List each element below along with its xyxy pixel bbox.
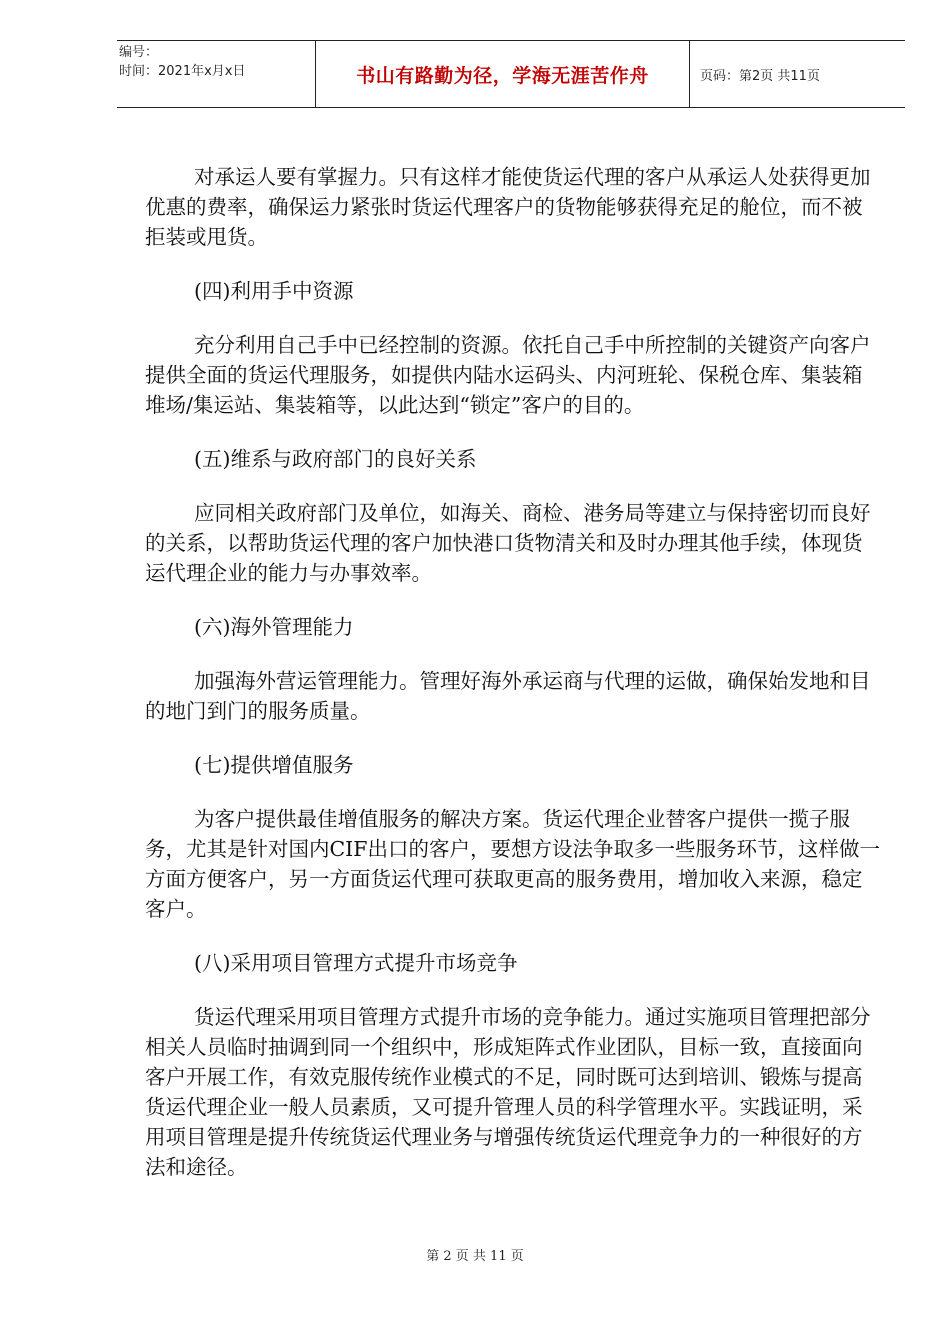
section-heading-5: (五)维系与政府部门的良好关系: [194, 447, 477, 471]
section-heading-7: (七)提供增值服务: [194, 753, 354, 777]
paragraph-3: 应同相关政府部门及单位，如海关、商检、港务局等建立与保持密切而良好的关系，以帮助货运代理的客户加快港口货物清关和及时办理其他手续，体现货运代理企业的能力与办事效率。: [145, 501, 871, 585]
time-label: 时间：2021年x月x日: [119, 64, 246, 79]
document-body: [145, 162, 880, 1182]
section-heading-8: (八)采用项目管理方式提升市场竞争: [194, 951, 518, 975]
paragraph-5: 为客户提供最佳增值服务的解决方案。货运代理企业替客户提供一揽子服务，尤其是针对国内CIF出口的客户，要想方设法争取多一些服务环节，这样做一方面方便客户，另一方面货运代理可获取更高的服务费用，增加收入来源，稳定客户。: [145, 807, 881, 921]
number-label: 编号：: [119, 45, 159, 60]
paragraph-4: 加强海外营运管理能力。管理好海外承运商与代理的运做，确保始发地和目的地门到门的服务质量。: [145, 669, 871, 723]
paragraph-1: 对承运人要有掌握力。只有这样才能使货运代理的客户从承运人处获得更加优惠的费率，确保运力紧张时货运代理客户的货物能够获得充足的舱位，而不被拒装或甩货。: [145, 165, 871, 249]
paragraph-6: 货运代理采用项目管理方式提升市场的竞争能力。通过实施项目管理把部分相关人员临时抽调到同一个组织中，形成矩阵式作业团队，目标一致，直接面向客户开展工作，有效克服传统作业模式的不足，同时既可达到培训、锻炼与提高货运代理企业一般人员素质，又可提升管理人员的科学管理水平。实践证明，采用项目管理是提升传统货运代理业务与增强传统货运代理竞争力的一种很好的方法和途径。: [145, 1005, 871, 1179]
page-header: [117, 40, 905, 108]
header-motto: 书山有路勤为径，学海无涯苦作舟: [316, 41, 690, 107]
header-meta: [117, 41, 316, 107]
header-page-info: 页码：第2页 共11页: [700, 68, 820, 84]
section-heading-4: (四)利用手中资源: [194, 279, 354, 303]
section-heading-6: (六)海外管理能力: [194, 615, 354, 639]
paragraph-2: 充分利用自己手中已经控制的资源。依托自己手中所控制的关键资产向客户提供全面的货运代理服务，如提供内陆水运码头、内河班轮、保税仓库、集装箱堆场/集运站、集装箱等，以此达到“锁定”客户的目的。: [145, 333, 871, 417]
page-footer: 第 2 页 共 11 页: [426, 1249, 524, 1264]
